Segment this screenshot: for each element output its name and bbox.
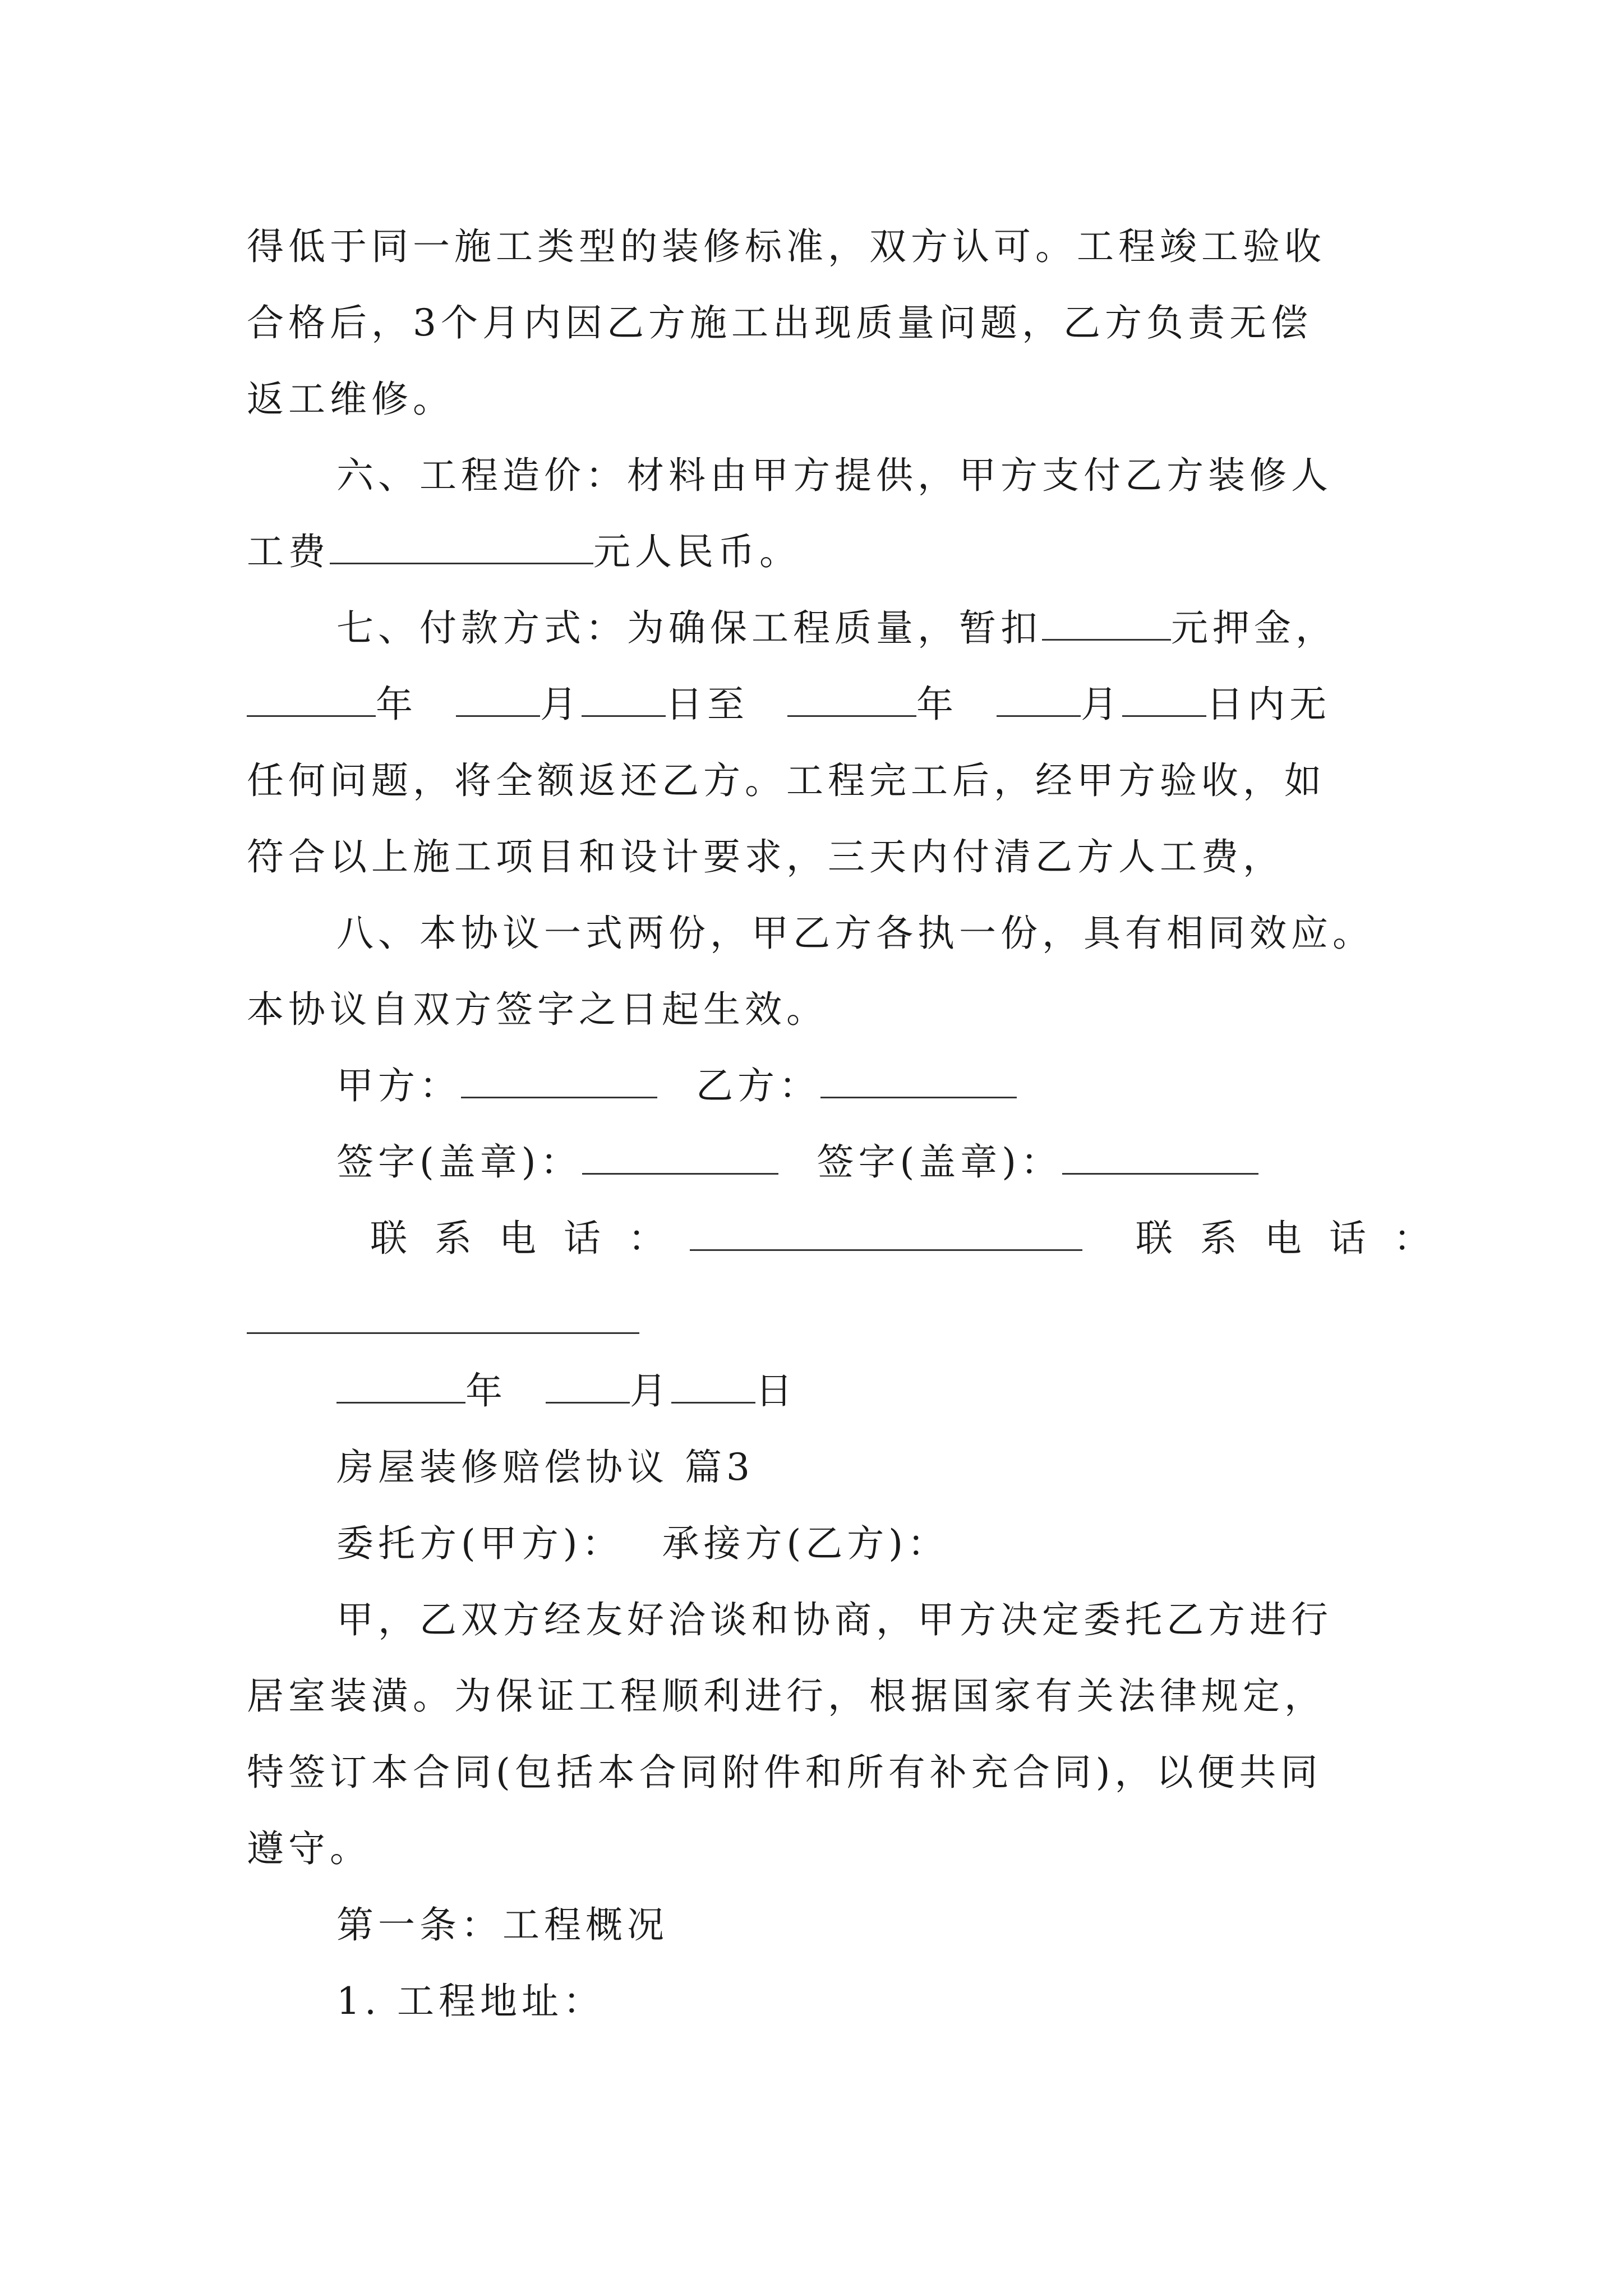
client-contractor-line xyxy=(336,1519,1481,1569)
party-a-blank xyxy=(461,1063,657,1098)
day-blank xyxy=(671,1368,755,1404)
text-fragment: 元人民币。 xyxy=(593,530,801,573)
text-fragment: 年 xyxy=(916,683,958,726)
client-label: 委托方(甲方)： xyxy=(336,1522,624,1565)
text-line: 符合以上施工项目和设计要求，三天内付清乙方人工费， xyxy=(247,835,1284,878)
month-blank xyxy=(997,682,1081,717)
text-line: 特签订本合同(包括本合同附件和所有补充合同)，以便共同 xyxy=(247,1751,1322,1794)
year-blank xyxy=(787,682,916,717)
signature-line xyxy=(336,1137,1481,1188)
party-b-blank xyxy=(820,1063,1017,1098)
phone-label-b: 联 系 电 话 ： xyxy=(1135,1217,1438,1260)
year-blank xyxy=(247,682,376,717)
day-blank xyxy=(1122,682,1206,717)
labor-cost-line xyxy=(247,527,1391,577)
deposit-blank xyxy=(1042,605,1171,641)
text-line: 任何问题，将全额返还乙方。工程完工后，经甲方验收，如 xyxy=(247,759,1326,802)
month-blank xyxy=(456,682,540,717)
text-fragment: 月 xyxy=(1080,683,1122,726)
text-fragment: 日内无 xyxy=(1206,683,1331,726)
text-fragment: 月 xyxy=(629,1369,671,1412)
year-blank xyxy=(336,1368,465,1404)
text-line: 遵守。 xyxy=(247,1827,371,1870)
text-fragment: 年 xyxy=(465,1369,507,1412)
text-line: 甲，乙双方经友好洽谈和协商，甲方决定委托乙方进行 xyxy=(336,1598,1332,1641)
text-fragment: 七、付款方式：为确保工程质量，暂扣 xyxy=(336,606,1042,650)
article-item: 1. 工程地址： xyxy=(336,1980,605,2023)
article-heading: 第一条：工程概况 xyxy=(336,1903,668,1947)
sign-date-line xyxy=(336,1366,1481,1416)
day-blank xyxy=(582,682,666,717)
party-a-label: 甲方： xyxy=(336,1064,461,1107)
date-range-line xyxy=(247,679,1391,730)
text-fragment: 日至 xyxy=(665,683,749,726)
text-line: 合格后，3个月内因乙方施工出现质量问题，乙方负责无偿 xyxy=(247,301,1312,344)
text-line: 居室装潢。为保证工程顺利进行，根据国家有关法律规定， xyxy=(247,1674,1326,1718)
signature-label-a: 签字(盖章)： xyxy=(336,1140,582,1184)
signature-blank-a xyxy=(582,1139,778,1175)
text-line: 得低于同一施工类型的装修标准，双方认可。工程竣工验收 xyxy=(247,225,1326,268)
text-fragment: 工费 xyxy=(247,530,330,573)
phone-line xyxy=(370,1213,1514,1264)
phone-label-a: 联 系 电 话 ： xyxy=(370,1217,673,1260)
text-line: 八、本协议一式两份，甲乙方各执一份，具有相同效应。 xyxy=(336,912,1374,955)
text-fragment: 年 xyxy=(376,683,417,726)
contractor-label: 承接方(乙方)： xyxy=(662,1522,949,1565)
party-b-label: 乙方： xyxy=(695,1064,820,1107)
party-line xyxy=(336,1061,1481,1111)
deposit-line xyxy=(336,603,1481,654)
month-blank xyxy=(546,1368,630,1404)
phone-blank-b xyxy=(247,1332,639,1334)
text-fragment: 日 xyxy=(755,1369,797,1412)
text-fragment: 月 xyxy=(540,683,582,726)
signature-label-b: 签字(盖章)： xyxy=(817,1140,1062,1184)
labor-cost-blank xyxy=(330,529,593,564)
text-line: 返工维修。 xyxy=(247,378,454,421)
text-fragment: 元押金， xyxy=(1171,606,1337,650)
text-line: 本协议自双方签字之日起生效。 xyxy=(247,988,828,1031)
phone-blank-a xyxy=(690,1216,1082,1251)
text-line: 六、工程造价：材料由甲方提供，甲方支付乙方装修人 xyxy=(336,454,1332,497)
signature-blank-b xyxy=(1062,1139,1258,1175)
section-title: 房屋装修赔偿协议 篇3 xyxy=(336,1446,754,1489)
